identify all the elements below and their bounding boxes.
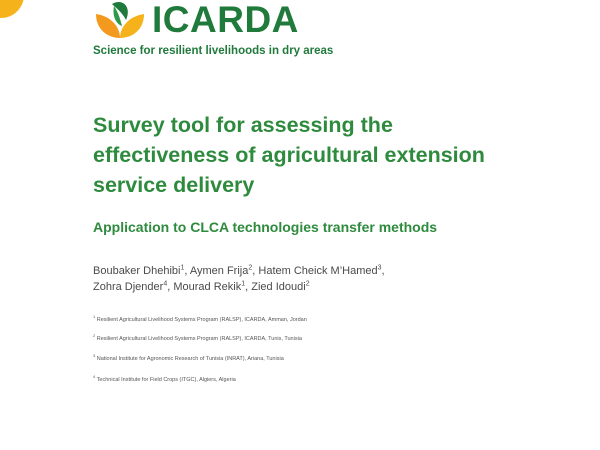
- affiliation-text: Resilient Agricultural Livelihood Systems Program (RALSP), ICARDA, Amman, Jordan: [96, 317, 307, 323]
- author-separator: ,: [381, 265, 385, 277]
- affiliation-number: 3: [93, 353, 96, 359]
- author-separator: ,: [245, 281, 252, 293]
- affiliation-text: Resilient Agricultural Livelihood Systems Program (RALSP), ICARDA, Tunis, Tunisia: [96, 336, 302, 342]
- affiliation-item: [93, 376, 513, 384]
- author-name: Aymen Frija: [189, 265, 249, 277]
- author-separator: ,: [167, 281, 174, 293]
- author-affiliation-mark: 1: [241, 280, 246, 288]
- icarda-wordmark: ICARDA: [152, 0, 299, 40]
- author-separator: ,: [252, 265, 259, 277]
- logo-tagline: Science for resilient livelihoods in dry areas: [93, 45, 334, 57]
- affiliation-text: Technical Institute for Field Crops (ITGC), Algiers, Algeria: [96, 377, 236, 383]
- document-title: Survey tool for assessing the effectiveness of agricultural extension service delivery: [93, 113, 485, 197]
- author-name: Hatem Cheick M’Hamed: [258, 265, 378, 277]
- author-name: Mourad Rekik: [173, 281, 242, 293]
- affiliation-item: [93, 355, 513, 363]
- author-name: Boubaker Dhehibi: [93, 265, 181, 277]
- author-name: Zohra Djender: [93, 281, 164, 293]
- affiliation-number: 2: [93, 333, 96, 339]
- author-affiliation-mark: 3: [377, 264, 382, 272]
- affiliation-item: [93, 316, 513, 324]
- author-affiliation-mark: 4: [163, 280, 168, 288]
- author-separator: ,: [184, 265, 190, 277]
- affiliation-text: National Institute for Agronomic Research of Tunisia (INRAT), Ariana, Tunisia: [96, 356, 284, 362]
- affiliation-number: 1: [93, 314, 96, 320]
- author-affiliation-mark: 1: [180, 264, 185, 272]
- icarda-logo: [92, 0, 392, 70]
- author-list: [93, 263, 513, 295]
- corner-sun-decoration: [0, 0, 24, 18]
- author-affiliation-mark: 2: [305, 280, 310, 288]
- affiliation-number: 4: [93, 374, 96, 380]
- affiliation-item: [93, 335, 513, 343]
- document-subtitle: Application to CLCA technologies transfer methods: [93, 219, 438, 235]
- icarda-leaf-logo-icon: [92, 0, 150, 40]
- author-name: Zied Idoudi: [251, 281, 306, 293]
- author-affiliation-mark: 2: [248, 264, 253, 272]
